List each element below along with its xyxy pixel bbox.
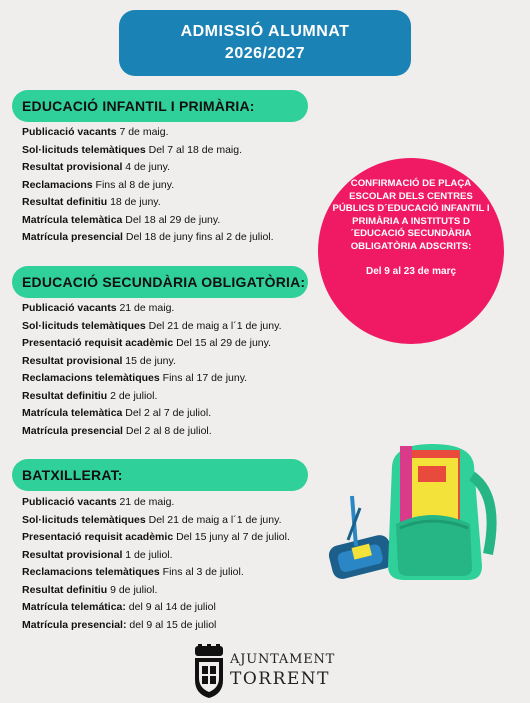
notice-circle bbox=[318, 158, 504, 344]
title-line-1: ADMISSIÓ ALUMNAT bbox=[180, 23, 350, 40]
list-item: Resultat provisional 15 de juny. bbox=[22, 354, 176, 367]
section-list-infantil-primaria bbox=[22, 124, 274, 247]
notice-date: Del 9 al 23 de març bbox=[365, 265, 457, 277]
list-item: Publicació vacants 21 de maig. bbox=[22, 496, 175, 508]
list-item: Publicació vacants 7 de maig. bbox=[22, 126, 169, 138]
list-item: Matrícula presencial: del 9 al 15 de juliol bbox=[22, 618, 217, 631]
list-item: Resultat definitiu 18 de juny. bbox=[22, 196, 161, 208]
list-item: Matrícula presencial Del 18 de juny fins al 2 de juliol. bbox=[22, 231, 274, 243]
section-heading-infantil-primaria: EDUCACIÓ INFANTIL I PRIMÀRIA: bbox=[12, 90, 308, 122]
list-item: Matrícula presencial Del 2 al 8 de juliol. bbox=[22, 424, 212, 437]
list-item: Sol·licituds telemàtiques Del 21 de maig a l´1 de juny. bbox=[22, 513, 282, 526]
list-item: Publicació vacants 21 de maig. bbox=[22, 302, 175, 314]
list-item: Reclamacions Fins al 8 de juny. bbox=[22, 178, 175, 191]
list-item: Matrícula telemática: del 9 al 14 de juliol bbox=[22, 601, 216, 613]
list-item: Sol·licituds telemàtiques Del 7 al 18 de maig. bbox=[22, 143, 243, 156]
section-list-batxillerat bbox=[22, 494, 290, 634]
section-heading-batxillerat: BATXILLERAT: bbox=[12, 459, 308, 491]
section-heading-eso: EDUCACIÓ SECUNDÀRIA OBLIGATÒRIA: bbox=[12, 266, 308, 298]
section-list-eso bbox=[22, 300, 282, 440]
list-item: Resultat definitiu 9 de juliol. bbox=[22, 583, 158, 596]
list-item: Presentació requisit acadèmic Del 15 juny al 7 de juliol. bbox=[22, 531, 290, 543]
ajuntament-torrent-logo bbox=[192, 644, 342, 700]
list-item: Reclamacions telemàtiques Fins al 17 de juny. bbox=[22, 372, 248, 384]
torrent-coat-of-arms-icon bbox=[192, 644, 226, 698]
list-item: Presentació requisit acadèmic Del 15 al 29 de juny. bbox=[22, 337, 272, 349]
list-item: Matrícula telemàtica Del 18 al 29 de juny. bbox=[22, 213, 221, 226]
list-item: Resultat provisional 1 de juliol. bbox=[22, 548, 173, 561]
list-item: Reclamacions telemàtiques Fins al 3 de juliol. bbox=[22, 566, 244, 578]
list-item: Matrícula telemàtica Del 2 al 7 de juliol. bbox=[22, 407, 212, 419]
title-line-2: 2026/2027 bbox=[224, 45, 306, 62]
list-item: Resultat definitiu 2 de juliol. bbox=[22, 389, 158, 402]
list-item: Resultat provisional 4 de juny. bbox=[22, 161, 171, 173]
backpack-illustration bbox=[322, 436, 522, 586]
logo-line-2: TORRENT bbox=[230, 669, 330, 689]
logo-line-1: AJUNTAMENT bbox=[230, 652, 336, 667]
list-item: Sol·licituds telemàtiques Del 21 de maig a l´1 de juny. bbox=[22, 319, 282, 332]
pencil-case-icon bbox=[327, 496, 395, 581]
notice-text: CONFIRMACIÓ DE PLAÇA ESCOLAR DELS CENTRES PÚBLICS D´EDUCACIÓ INFANTIL I PRIMÀRIA A INSTITUTS D´EDUCACIÓ SECUNDÀRIA OBLIGATÒRIA ADSCRITS: bbox=[332, 178, 490, 252]
title-banner bbox=[119, 10, 411, 76]
